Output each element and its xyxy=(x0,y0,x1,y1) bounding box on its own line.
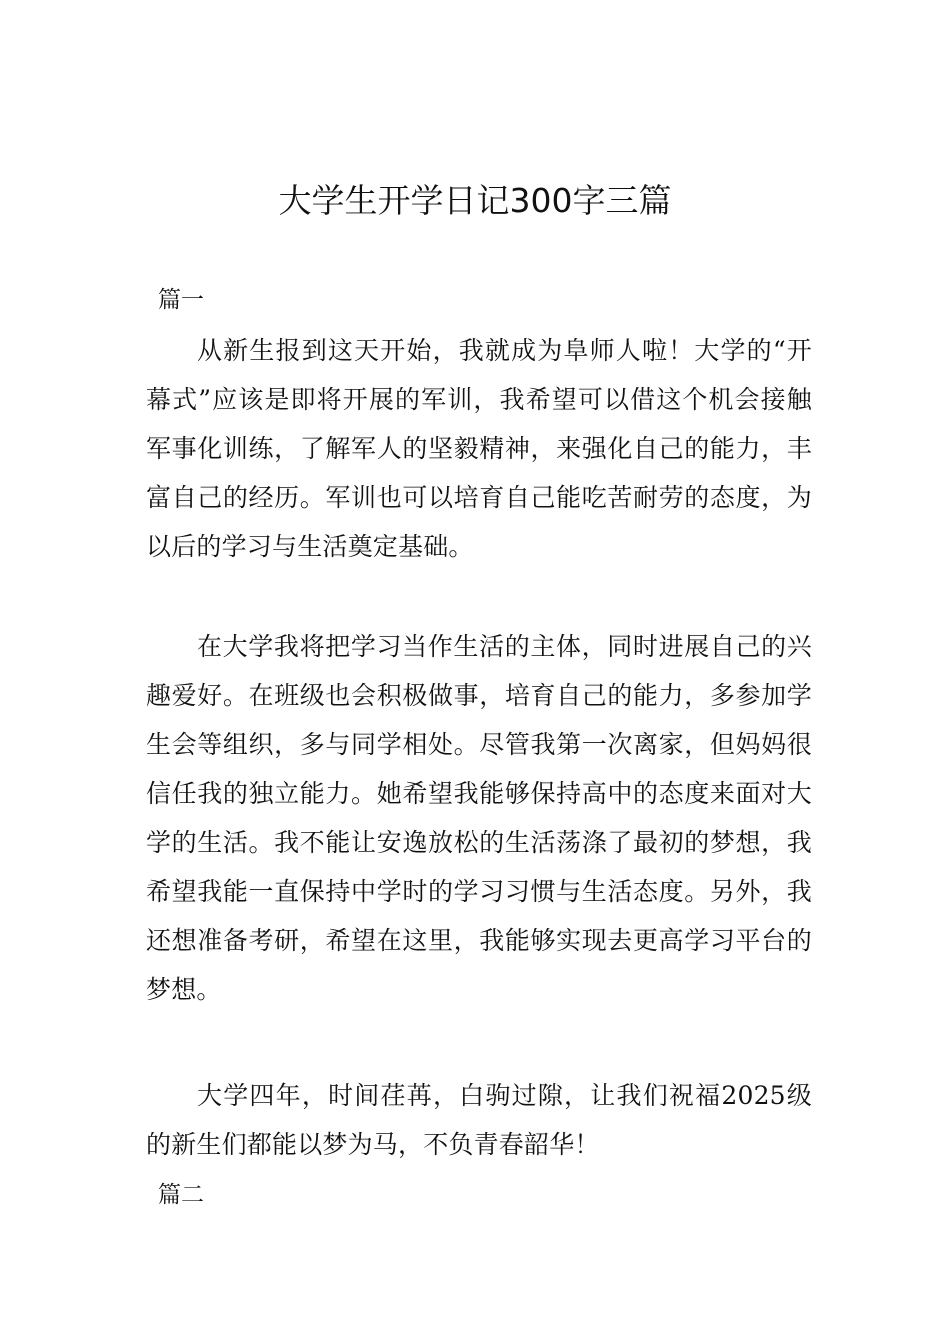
paragraph-1: 从新生报到这天开始，我就成为阜师人啦！大学的“开幕式”应该是即将开展的军训，我希望可以借这个机会接触军事化训练，了解军人的坚毅精神，来强化自己的能力，丰富自己的经历。军训也可以培育自己能吃苦耐劳的态度，为以后的学习与生活奠定基础。 xyxy=(146,336,812,561)
section-label-1: 篇一 xyxy=(158,287,204,313)
paragraph-2: 在大学我将把学习当作生活的主体，同时进展自己的兴趣爱好。在班级也会积极做事，培育自己的能力，多参加学生会等组织，多与同学相处。尽管我第一次离家，但妈妈很信任我的独立能力。她希望我能够保持高中的态度来面对大学的生活。我不能让安逸放松的生活荡涤了最初的梦想，我希望我能一直保持中学时的学习习惯与生活态度。另外，我还想准备考研，希望在这里，我能够实现去更高学习平台的梦想。 xyxy=(146,632,812,1004)
section-label-2: 篇二 xyxy=(158,1182,204,1208)
paragraph-3: 大学四年，时间荏苒，白驹过隙，让我们祝福2025级的新生们都能以梦为马，不负青春韶华！ xyxy=(146,1081,812,1159)
document-title: 大学生开学日记300字三篇 xyxy=(278,181,672,220)
